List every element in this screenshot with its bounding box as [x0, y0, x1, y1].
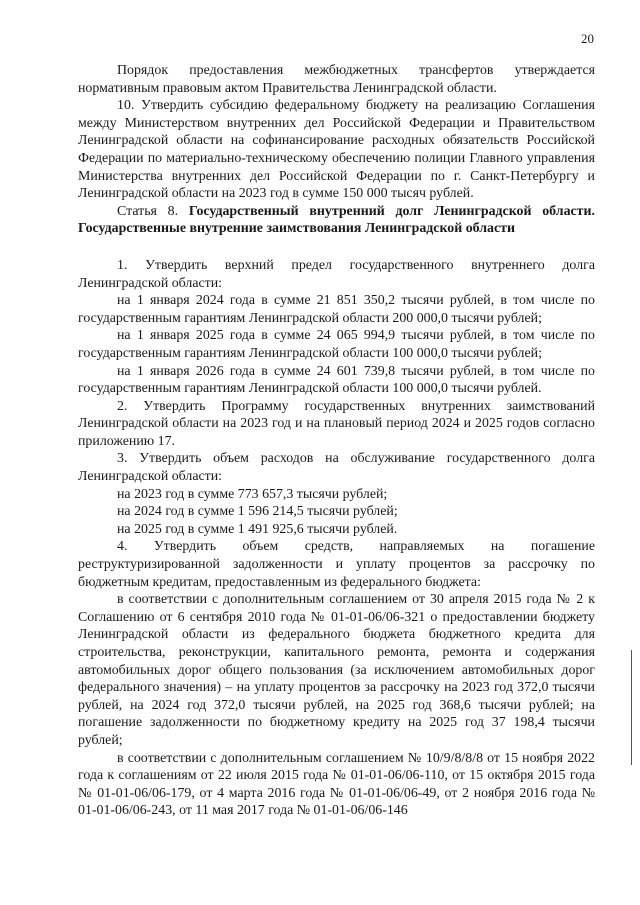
paragraph: 10. Утвердить субсидию федеральному бюджету на реализацию Соглашения между Министерством внутренних дел Российской Федерации и Правительством Ленинградской области на софинансирование расходных обязательств Российской Федерации по материально-техническому обеспечению полиции Главного управления Министерства внутренних дел Российской Федерации по г. Санкт-Петербургу и Ленинградской области на 2023 год в сумме 150 000 тысяч рублей.	[78, 98, 595, 202]
article-prefix: Статья 8.	[117, 203, 189, 219]
document-body	[78, 62, 595, 820]
page-number: 20	[581, 31, 594, 46]
paragraph: на 2023 год в сумме 773 657,3 тысячи рублей;	[117, 486, 388, 502]
article-heading	[78, 203, 595, 238]
paragraph: на 2025 год в сумме 1 491 925,6 тысячи рублей.	[117, 521, 398, 537]
paragraph: 3. Утвердить объем расходов на обслуживание государственного долга Ленинградской области:	[78, 451, 595, 485]
paragraph: 2. Утвердить Программу государственных внутренних заимствований Ленинградской области на 2023 год и на плановый период 2024 и 2025 годов согласно приложению 17.	[78, 398, 595, 449]
paragraph: 1. Утвердить верхний предел государственного внутреннего долга Ленинградской области:	[78, 257, 595, 291]
paragraph: на 1 января 2025 года в сумме 24 065 994,9 тысячи рублей, в том числе по государственным гарантиям Ленинградской области 100 000,0 тысячи рублей;	[78, 328, 595, 361]
paragraph: 4. Утвердить объем средств, направляемых на погашение реструктуризированной задолженности и уплату процентов за рассрочку по бюджетным кредитам, предоставленным из федерального бюджета:	[78, 539, 595, 590]
paragraph: на 1 января 2024 года в сумме 21 851 350,2 тысячи рублей, в том числе по государственным гарантиям Ленинградской области 200 000,0 тысячи рублей;	[78, 293, 595, 326]
paragraph: Порядок предоставления межбюджетных трансфертов утверждается нормативным правовым актом Правительства Ленинградской области.	[78, 63, 595, 96]
article-title: Государственный внутренний долг Ленинградской области. Государственные внутренние заимствования Ленинградской области	[78, 203, 595, 237]
scan-margin-line	[631, 650, 632, 765]
paragraph: на 2024 год в сумме 1 596 214,5 тысячи рублей;	[117, 504, 398, 520]
paragraph: в соответствии с дополнительным соглашением № 10/9/8/8/8 от 15 ноября 2022 года к соглашениям от 22 июля 2015 года № 01-01-06/06-110, от 15 октября 2015 года № 01-01-06/06-179, от 4 марта 2016 года № 01-01-06/06-49, от 2 ноября 2016 года № 01-01-06/06-243, от 11 мая 2017 года № 01-01-06/06-146	[78, 750, 595, 819]
paragraph: в соответствии с дополнительным соглашением от 30 апреля 2015 года № 2 к Соглашению от 6 сентября 2010 года № 01-01-06/06-321 о предоставлении бюджету Ленинградской области из федерального бюджета бюджетного кредита для строительства, реконструкции, капитального ремонта, ремонта и содержания автомобильных дорог общего пользования (за исключением автомобильных дорог федерального значения) – на уплату процентов за рассрочку на 2023 год 372,0 тысячи рублей, на 2024 год 372,0 тысячи рублей, на 2025 год 368,6 тысячи рублей; на погашение задолженности по бюджетному кредиту на 2025 год 37 198,4 тысячи рублей;	[78, 592, 595, 748]
paragraph: на 1 января 2026 года в сумме 24 601 739,8 тысячи рублей, в том числе по государственным гарантиям Ленинградской области 100 000,0 тысячи рублей.	[78, 363, 595, 397]
